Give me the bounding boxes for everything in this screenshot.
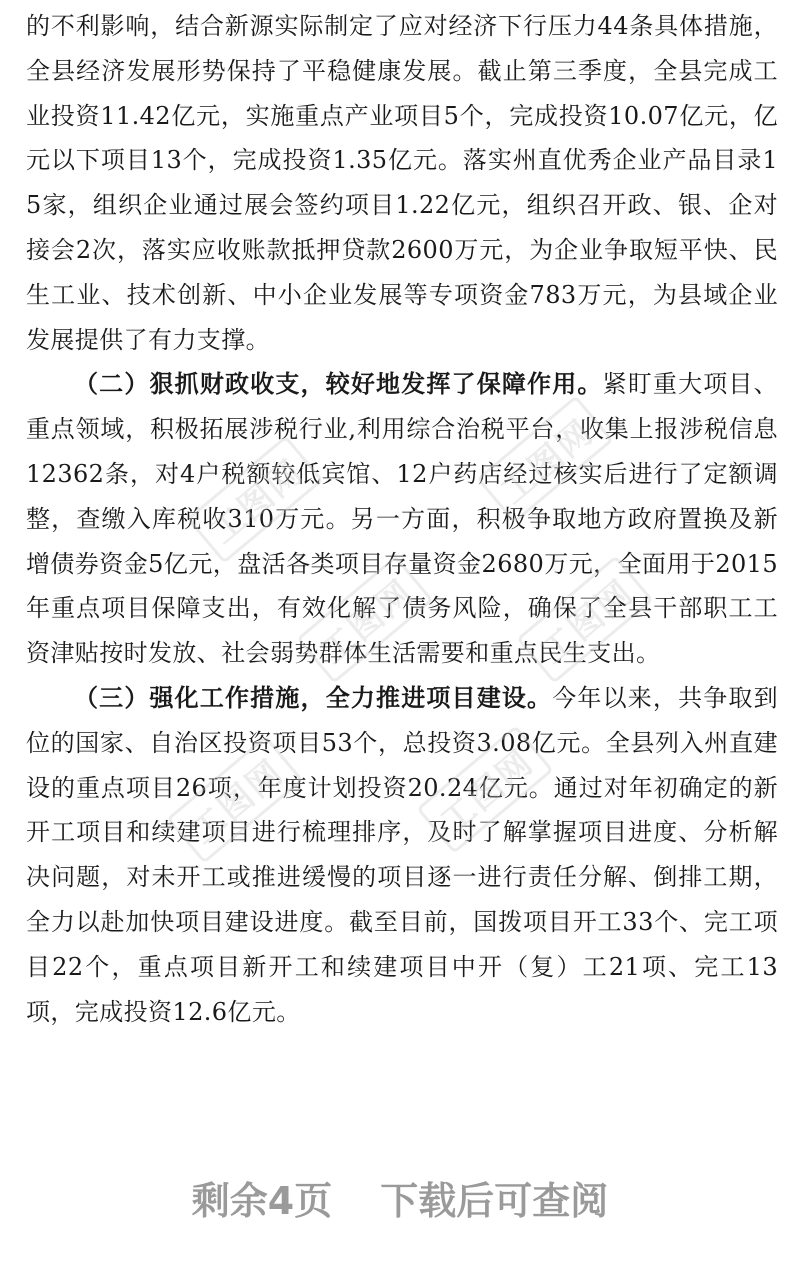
watermark-text: 工图网 xyxy=(433,742,542,843)
download-prompt[interactable] xyxy=(0,1170,800,1225)
paragraph-3-heading: （三）强化工作措施，全力推进项目建设。 xyxy=(74,683,553,712)
download-hint-label: 下载后可查阅 xyxy=(380,1179,609,1223)
document-body xyxy=(26,4,778,1034)
paragraph-2-text: 紧盯重大项目、重点领域，积极拓展涉税行业,利用综合治税平台，收集上报涉税信息12362条，对4户税额较低宾馆、12户药店经过核实后进行了定额调整，查缴入库税收310万元。另一方面，积极争取地方政府置换及新增债券资金5亿元，盘活各类项目存量资金2680万元，全面用于2015年重点项目保障支出，有效化解了债务风险，确保了全县干部职工工资津贴按时发放、社会弱势群体生活需要和重点民生支出。 xyxy=(26,370,778,668)
watermark-text: 工图网 xyxy=(183,752,292,853)
watermark-text: 工图网 xyxy=(203,452,312,553)
paragraph-1-text: 的不利影响，结合新源实际制定了应对经济下行压力44条具体措施，全县经济发展形势保持了平稳健康发展。截止第三季度，全县完成工业投资11.42亿元，实施重点产业项目5个，完成投资10.07亿元，亿元以下项目13个，完成投资1.35亿元。落实州直优秀企业产品目录15家，组织企业通过展会签约项目1.22亿元，组织召开政、银、企对接会2次，落实应收账款抵押贷款2600万元，为企业争取短平快、民生工业、技术创新、中小企业发展等专项资金783万元，为县域企业发展提供了有力支撑。 xyxy=(26,12,778,354)
paragraph-3 xyxy=(26,676,778,1034)
paragraph-2 xyxy=(26,362,778,676)
paragraph-1 xyxy=(26,4,778,362)
watermark-text: 工图网 xyxy=(313,572,422,673)
watermark-text: 工图网 xyxy=(493,412,602,513)
remaining-pages-label: 剩余4页 xyxy=(191,1179,333,1223)
paragraph-3-text: 今年以来，共争取到位的国家、自治区投资项目53个，总投资3.08亿元。全县列入州直建设的重点项目26项，年度计划投资20.24亿元。通过对年初确定的新开工项目和续建项目进行梳理排序，及时了解掌握项目进度、分析解决问题，对未开工或推进缓慢的项目逐一进行责任分解、倒排工期，全力以赴加快项目建设进度。截至目前，国拨项目开工33个、完工项目22个，重点项目新开工和续建项目中开（复）工21项、完工13项，完成投资12.6亿元。 xyxy=(26,683,778,1026)
paragraph-2-heading: （二）狠抓财政收支，较好地发挥了保障作用。 xyxy=(74,370,603,399)
watermark-text: 工图网 xyxy=(533,572,642,673)
